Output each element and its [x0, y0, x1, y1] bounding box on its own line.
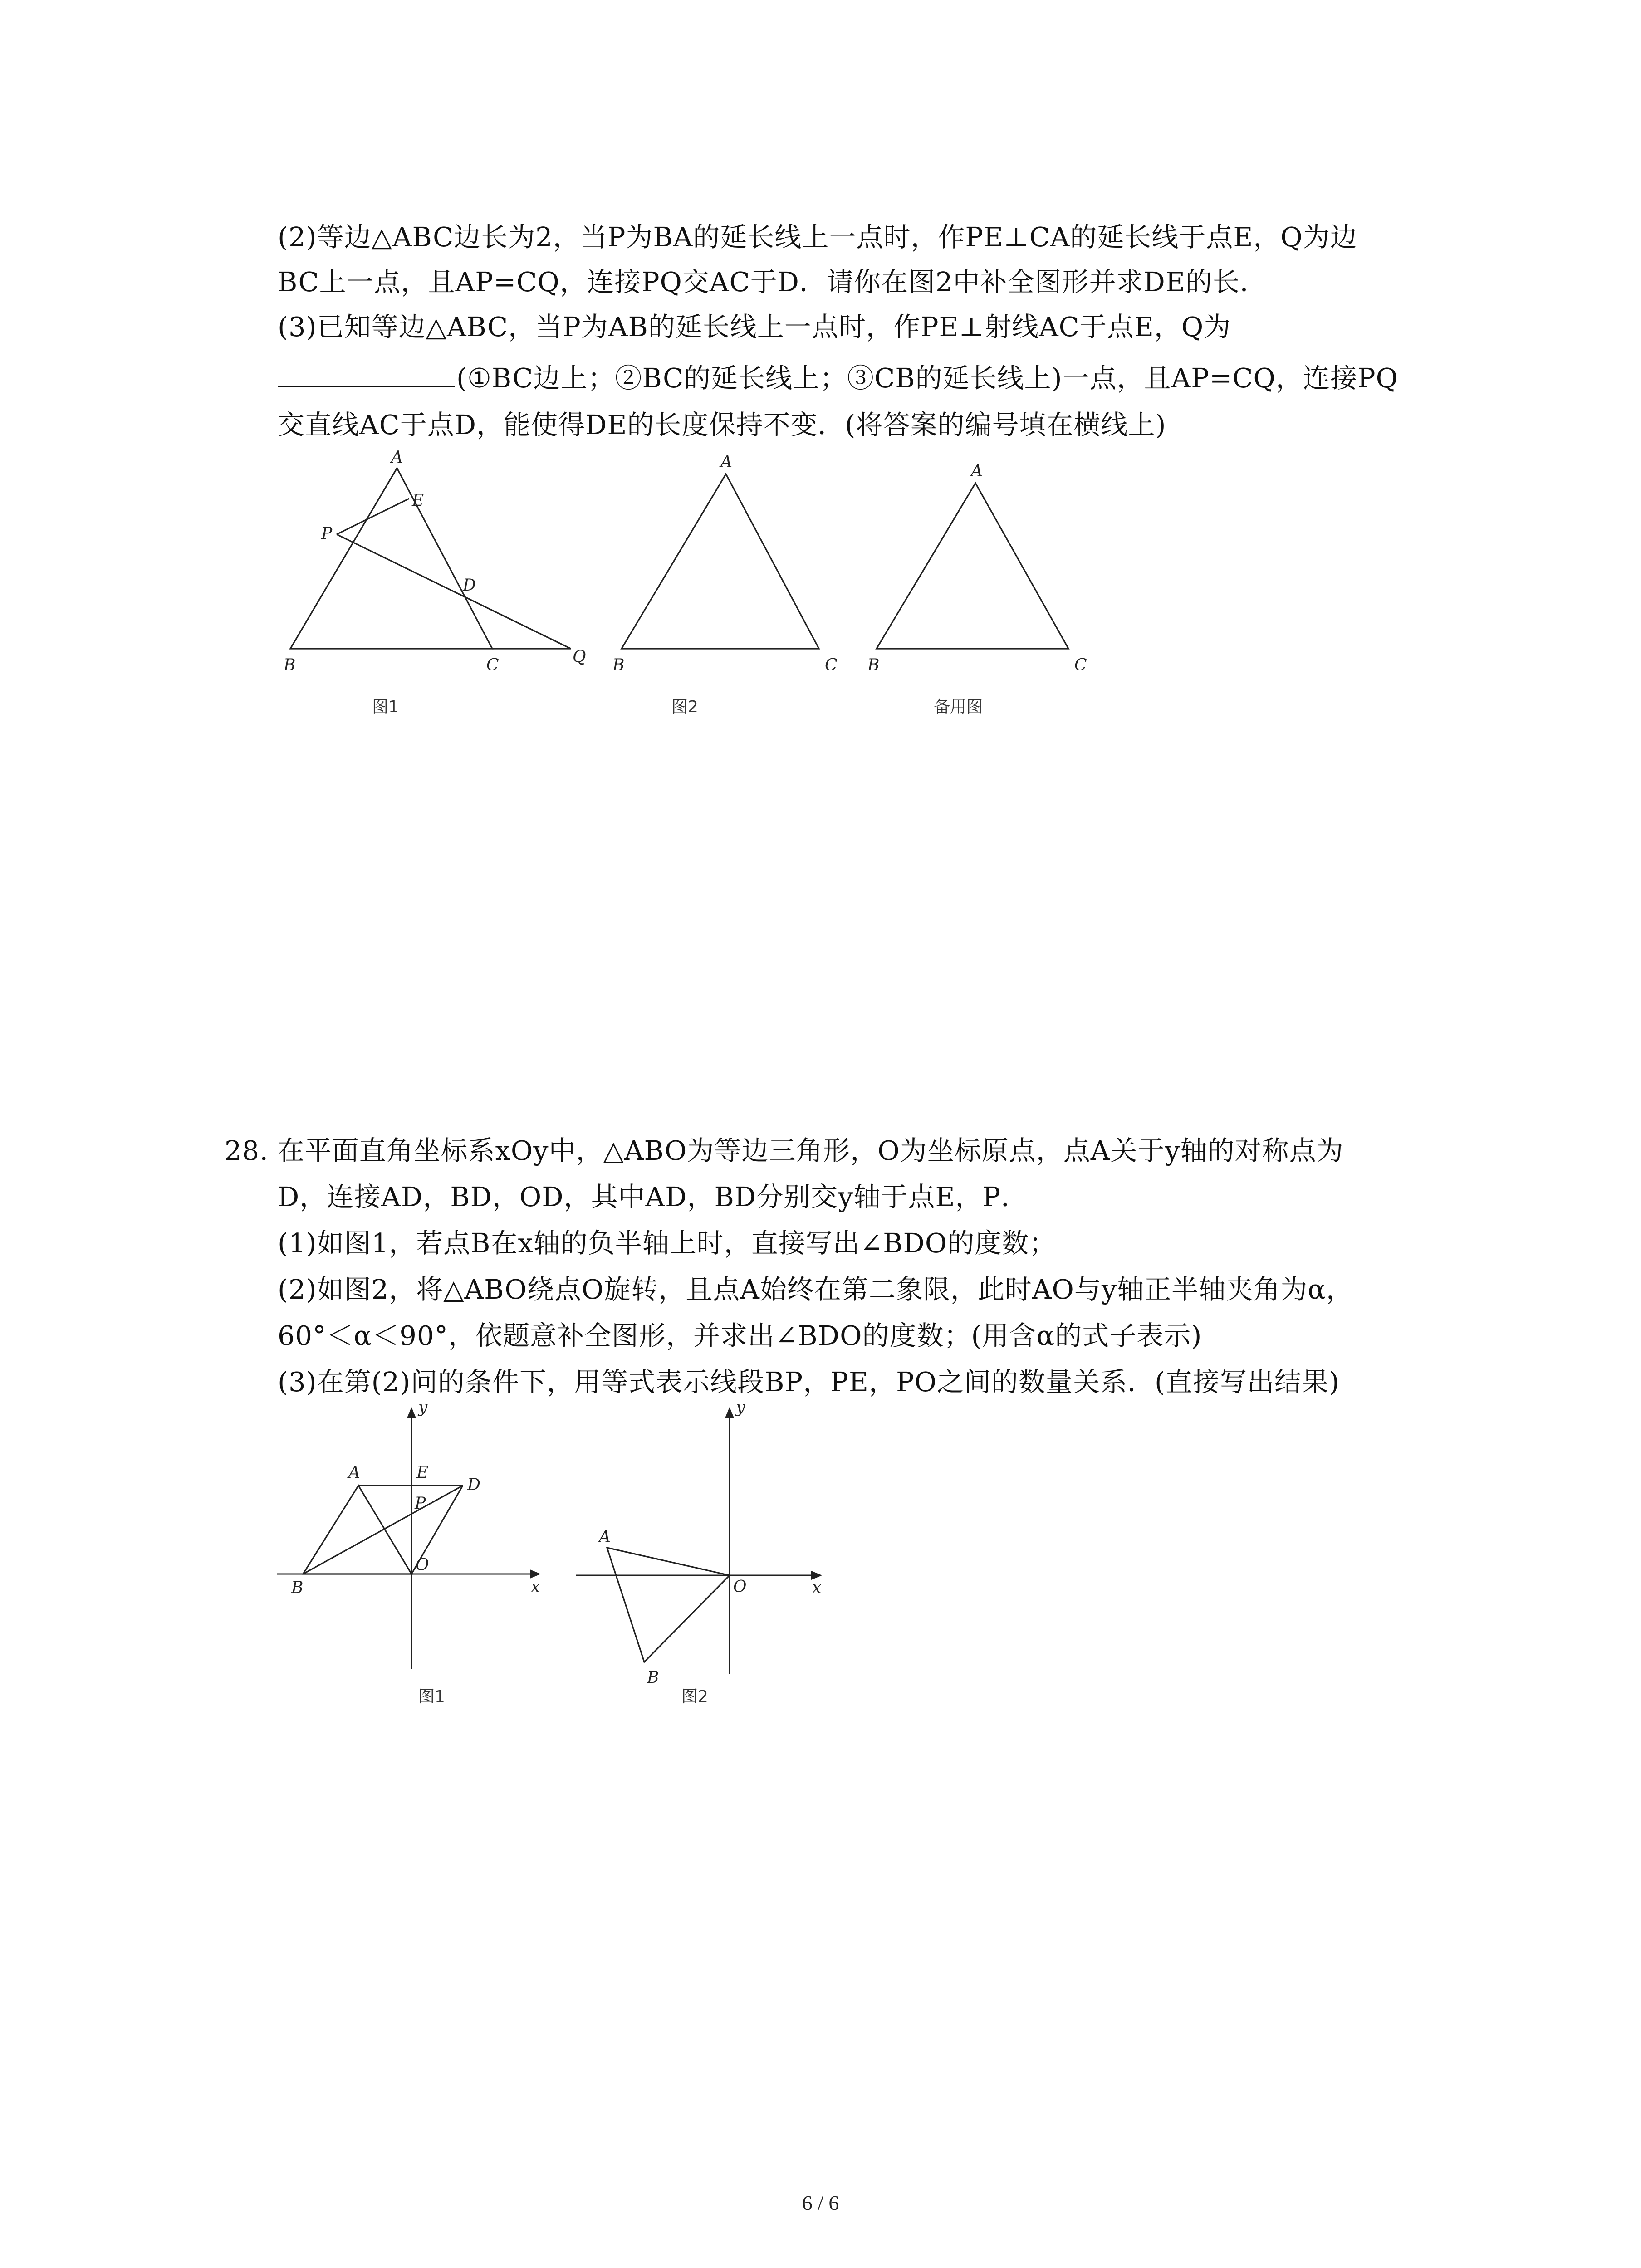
label-a: A — [348, 1463, 360, 1482]
label-a: A — [599, 1528, 611, 1546]
q28-figure-2 — [576, 1398, 839, 1719]
label-x: x — [812, 1579, 822, 1597]
q27-line-4-text: (①BC边上；②BC的延长线上；③CB的延长线上)一点，且AP=CQ，连接PQ — [456, 362, 1398, 394]
q28-line-3: (1)如图1，若点B在x轴的负半轴上时，直接写出∠BDO的度数； — [278, 1227, 1057, 1259]
label-b: B — [612, 656, 625, 675]
q27-line-5: 交直线AC于点D，能使得DE的长度保持不变．(将答案的编号填在横线上) — [278, 409, 1166, 440]
q27-spare-figure — [857, 449, 1112, 721]
label-d: D — [467, 1476, 480, 1494]
q27-line-3: (3)已知等边△ABC，当P为AB的延长线上一点时，作PE⊥射线AC于点E，Q为 — [278, 311, 1231, 342]
figure-caption: 图1 — [418, 1687, 445, 1706]
label-b: B — [291, 1579, 304, 1597]
y-axis-arrow-icon — [725, 1407, 734, 1418]
label-d: D — [463, 576, 476, 595]
q27-line-1: (2)等边△ABC边长为2，当P为BA的延长线上一点时，作PE⊥CA的延长线于点E，Q为边 — [278, 221, 1357, 253]
triangle-abc — [877, 483, 1068, 649]
label-p: P — [415, 1494, 426, 1513]
figure-caption: 图2 — [671, 698, 698, 716]
figure-caption: 图2 — [681, 1687, 708, 1706]
label-y: y — [418, 1398, 428, 1417]
label-e: E — [412, 491, 424, 510]
q27-figure-2 — [608, 449, 862, 721]
q27-figure-1 — [272, 449, 599, 721]
label-c: C — [825, 656, 838, 675]
triangle-abc — [290, 468, 492, 649]
label-c: C — [486, 656, 499, 675]
label-p: P — [321, 524, 333, 543]
q27-line-2: BC上一点，且AP=CQ，连接PQ交AC于D．请你在图2中补全图形并求DE的长． — [278, 266, 1267, 298]
q28-line-2: D，连接AD，BD，OD，其中AD，BD分别交y轴于点E，P． — [278, 1181, 1029, 1212]
q28-line-6: (3)在第(2)问的条件下，用等式表示线段BP，PE，PO之间的数量关系．(直接写出结果) — [278, 1366, 1340, 1398]
q28-line-1: 28. 在平面直角坐标系xOy中，△ABO为等边三角形，O为坐标原点，点A关于y轴的对称点为 — [225, 1135, 1344, 1166]
q27-line-4 — [278, 360, 1398, 395]
y-axis-arrow-icon — [407, 1407, 416, 1418]
label-x: x — [531, 1578, 540, 1596]
label-a: A — [391, 448, 403, 467]
label-a: A — [971, 462, 983, 480]
triangle-abo — [303, 1486, 411, 1574]
q28-line-4: (2)如图2，将△ABO绕点O旋转，且点A始终在第二象限，此时AO与y轴正半轴夹角为α， — [278, 1274, 1354, 1305]
label-b: B — [284, 656, 296, 675]
q28-line-5: 60°＜α＜90°，依题意补全图形，并求出∠BDO的度数；(用含α的式子表示) — [278, 1320, 1202, 1351]
segment-bd — [303, 1486, 463, 1574]
figure-caption: 备用图 — [934, 698, 983, 716]
triangle-abc — [622, 474, 819, 649]
triangle-abo — [607, 1548, 730, 1662]
label-o: O — [733, 1578, 747, 1596]
label-q: Q — [573, 648, 586, 666]
q28-figure-1 — [272, 1398, 563, 1719]
segment-pq — [337, 534, 571, 649]
figure-caption: 图1 — [372, 698, 399, 716]
segment-pe — [337, 499, 409, 534]
label-a: A — [720, 453, 732, 471]
label-b: B — [647, 1668, 659, 1687]
label-e: E — [416, 1463, 429, 1482]
answer-blank[interactable] — [278, 360, 455, 387]
label-y: y — [736, 1398, 745, 1417]
label-o: O — [416, 1556, 429, 1574]
page-number: 6 / 6 — [802, 2191, 839, 2214]
label-c: C — [1074, 656, 1087, 675]
label-b: B — [867, 656, 880, 675]
x-axis-arrow-icon — [530, 1569, 541, 1579]
